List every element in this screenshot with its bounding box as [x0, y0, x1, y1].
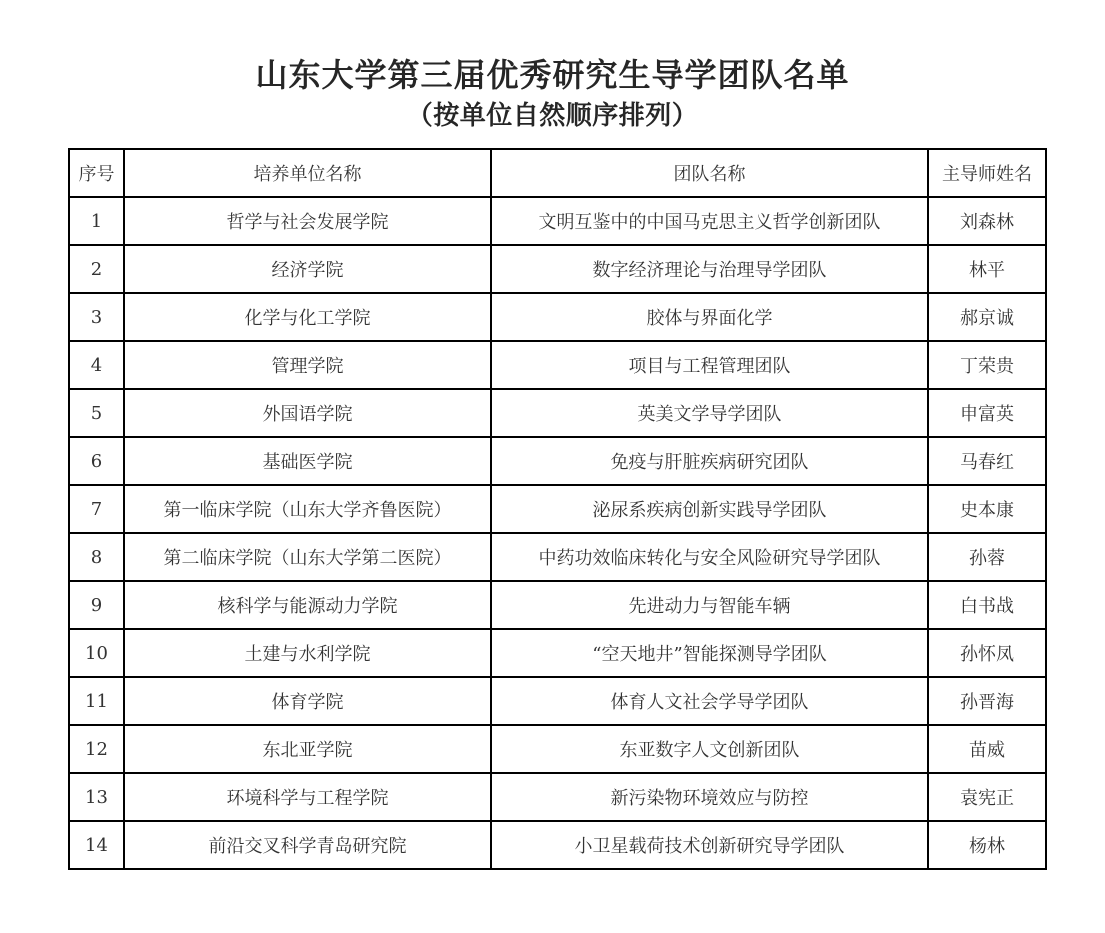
- cell-mentor: 史本康: [928, 485, 1046, 533]
- cell-index: 14: [69, 821, 124, 869]
- page-subtitle: （按单位自然顺序排列）: [406, 101, 699, 131]
- cell-index: 13: [69, 773, 124, 821]
- cell-mentor: 杨林: [928, 821, 1046, 869]
- cell-unit: 第二临床学院（山东大学第二医院）: [124, 533, 491, 581]
- cell-unit: 体育学院: [124, 677, 491, 725]
- cell-team: “空天地井”智能探测导学团队: [491, 629, 928, 677]
- cell-index: 1: [69, 197, 124, 245]
- table-row: [69, 581, 1046, 629]
- cell-unit: 土建与水利学院: [124, 629, 491, 677]
- cell-team: 英美文学导学团队: [491, 389, 928, 437]
- cell-mentor: 马春红: [928, 437, 1046, 485]
- cell-index: 4: [69, 341, 124, 389]
- cell-mentor: 白书战: [928, 581, 1046, 629]
- cell-team: 泌尿系疾病创新实践导学团队: [491, 485, 928, 533]
- cell-team: 东亚数字人文创新团队: [491, 725, 928, 773]
- cell-team: 项目与工程管理团队: [491, 341, 928, 389]
- cell-mentor: 丁荣贵: [928, 341, 1046, 389]
- table-header-row: [69, 149, 1046, 197]
- header-mentor: 主导师姓名: [928, 149, 1046, 197]
- cell-mentor: 林平: [928, 245, 1046, 293]
- table-row: [69, 773, 1046, 821]
- cell-unit: 哲学与社会发展学院: [124, 197, 491, 245]
- table-row: [69, 389, 1046, 437]
- cell-team: 新污染物环境效应与防控: [491, 773, 928, 821]
- page-title: 山东大学第三届优秀研究生导学团队名单: [255, 56, 850, 94]
- cell-index: 6: [69, 437, 124, 485]
- table-row: [69, 533, 1046, 581]
- cell-team: 数字经济理论与治理导学团队: [491, 245, 928, 293]
- cell-team: 体育人文社会学导学团队: [491, 677, 928, 725]
- cell-team: 先进动力与智能车辆: [491, 581, 928, 629]
- cell-index: 7: [69, 485, 124, 533]
- cell-mentor: 郝京诚: [928, 293, 1046, 341]
- cell-unit: 化学与化工学院: [124, 293, 491, 341]
- cell-unit: 第一临床学院（山东大学齐鲁医院）: [124, 485, 491, 533]
- cell-unit: 经济学院: [124, 245, 491, 293]
- cell-mentor: 刘森林: [928, 197, 1046, 245]
- table-row: [69, 341, 1046, 389]
- cell-index: 2: [69, 245, 124, 293]
- header-team: 团队名称: [491, 149, 928, 197]
- cell-team: 胶体与界面化学: [491, 293, 928, 341]
- cell-mentor: 孙晋海: [928, 677, 1046, 725]
- header-unit: 培养单位名称: [124, 149, 491, 197]
- cell-mentor: 苗威: [928, 725, 1046, 773]
- cell-unit: 东北亚学院: [124, 725, 491, 773]
- cell-index: 10: [69, 629, 124, 677]
- table-row: [69, 821, 1046, 869]
- table-row: [69, 197, 1046, 245]
- cell-index: 3: [69, 293, 124, 341]
- table-row: [69, 725, 1046, 773]
- cell-unit: 环境科学与工程学院: [124, 773, 491, 821]
- cell-team: 小卫星载荷技术创新研究导学团队: [491, 821, 928, 869]
- roster-table: [68, 148, 1047, 870]
- cell-unit: 基础医学院: [124, 437, 491, 485]
- cell-index: 12: [69, 725, 124, 773]
- cell-unit: 前沿交叉科学青岛研究院: [124, 821, 491, 869]
- table-row: [69, 437, 1046, 485]
- table-row: [69, 677, 1046, 725]
- table-row: [69, 629, 1046, 677]
- header-index: 序号: [69, 149, 124, 197]
- cell-index: 8: [69, 533, 124, 581]
- table-row: [69, 245, 1046, 293]
- table-row: [69, 485, 1046, 533]
- cell-team: 免疫与肝脏疾病研究团队: [491, 437, 928, 485]
- cell-mentor: 申富英: [928, 389, 1046, 437]
- table-row: [69, 293, 1046, 341]
- cell-team: 文明互鉴中的中国马克思主义哲学创新团队: [491, 197, 928, 245]
- cell-mentor: 孙蓉: [928, 533, 1046, 581]
- cell-index: 11: [69, 677, 124, 725]
- cell-unit: 核科学与能源动力学院: [124, 581, 491, 629]
- cell-index: 9: [69, 581, 124, 629]
- table-body: [69, 197, 1046, 869]
- cell-unit: 外国语学院: [124, 389, 491, 437]
- cell-team: 中药功效临床转化与安全风险研究导学团队: [491, 533, 928, 581]
- cell-index: 5: [69, 389, 124, 437]
- cell-mentor: 孙怀凤: [928, 629, 1046, 677]
- cell-unit: 管理学院: [124, 341, 491, 389]
- cell-mentor: 袁宪正: [928, 773, 1046, 821]
